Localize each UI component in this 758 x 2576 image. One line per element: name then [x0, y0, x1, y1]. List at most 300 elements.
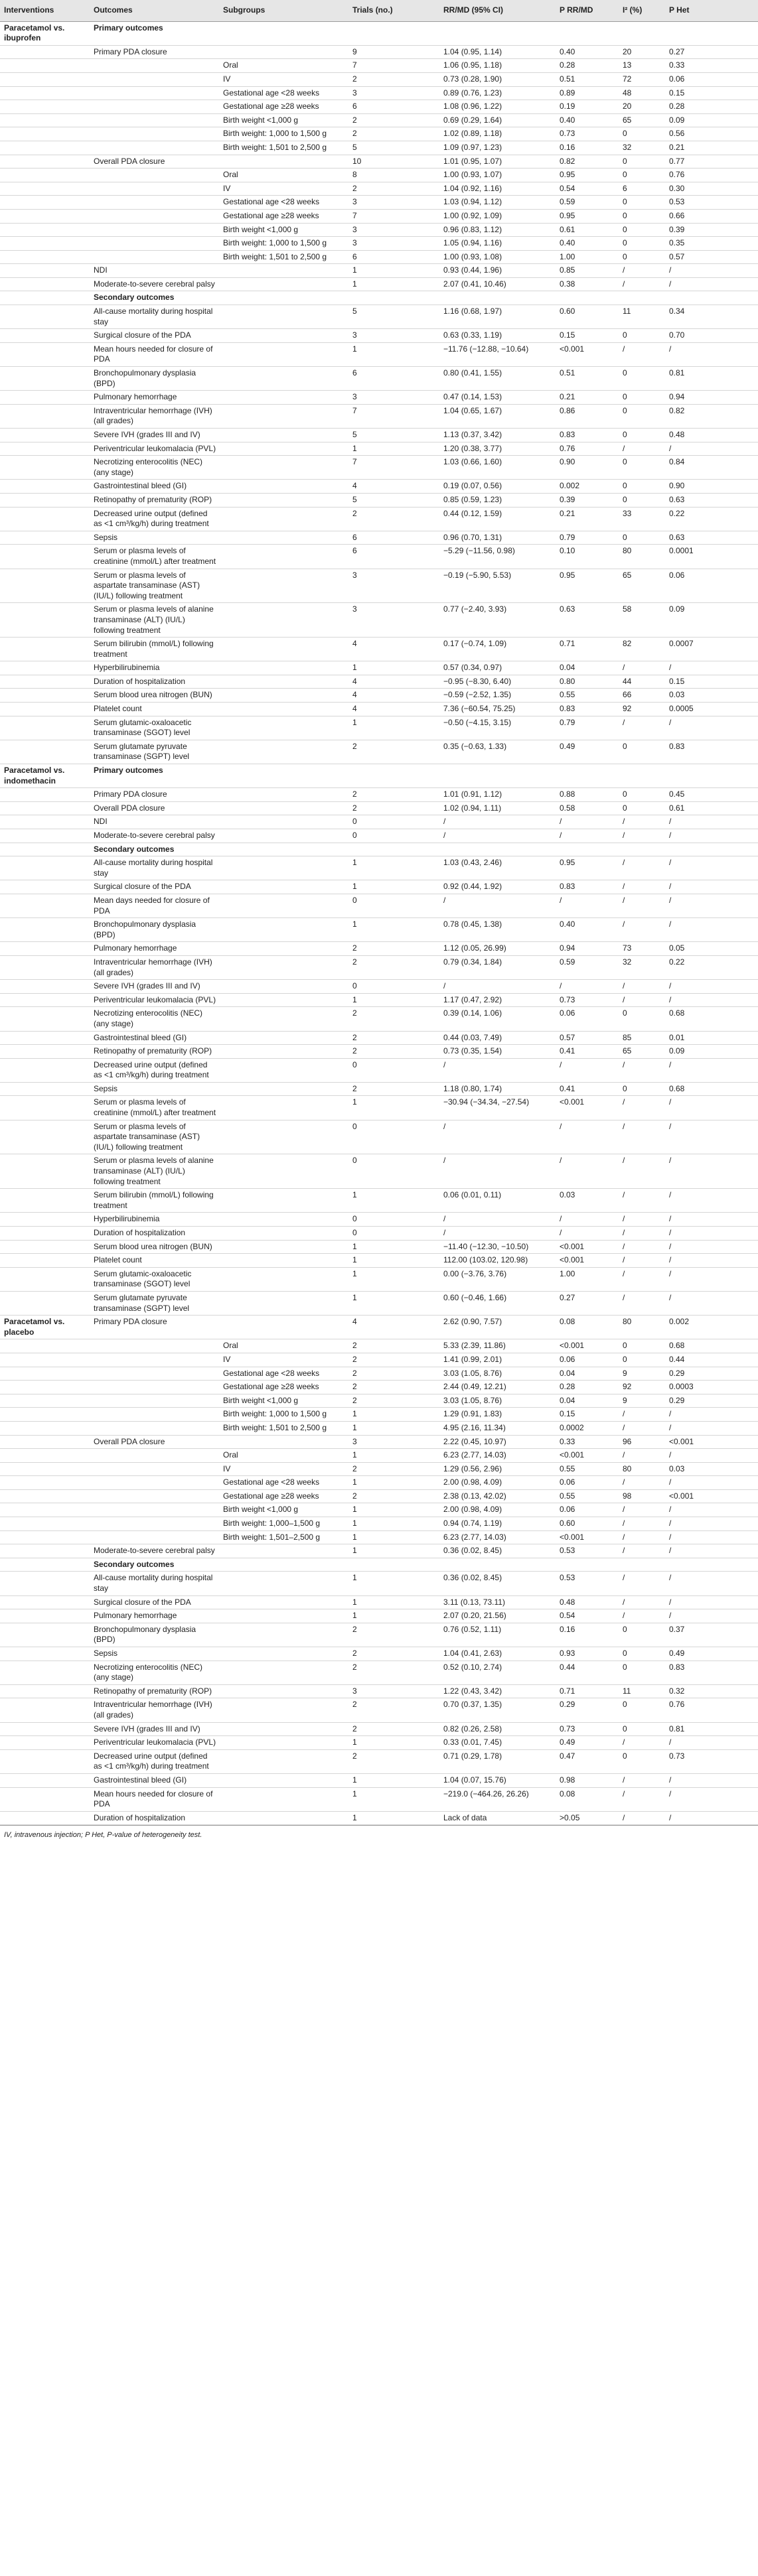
cell-outcome [90, 182, 219, 196]
table-row [0, 689, 758, 703]
cell-p-het: 0.68 [665, 1007, 758, 1031]
cell-p-rrmd: 0.98 [556, 1773, 619, 1787]
cell-intervention [0, 1291, 90, 1315]
cell-subgroup [219, 155, 348, 169]
cell-subgroup [219, 764, 348, 788]
cell-p-rrmd: / [556, 1120, 619, 1154]
cell-p-het: 0.06 [665, 569, 758, 603]
cell-p-rrmd: 0.03 [556, 1189, 619, 1213]
cell-p-rrmd: 0.06 [556, 1503, 619, 1517]
cell-intervention [0, 1082, 90, 1096]
table-row [0, 1722, 758, 1736]
cell-trials: 6 [348, 367, 439, 391]
cell-p-rrmd: 0.63 [556, 603, 619, 638]
cell-trials: 3 [348, 86, 439, 100]
cell-i2: 80 [619, 1316, 665, 1339]
table-row [0, 1476, 758, 1490]
cell-intervention [0, 1254, 90, 1268]
cell-outcome: Serum or plasma levels of creatinine (mmol/L) after treatment [90, 545, 219, 569]
table-row [0, 127, 758, 141]
cell-p-rrmd: 1.00 [556, 250, 619, 264]
table-row [0, 638, 758, 661]
cell-intervention [0, 638, 90, 661]
cell-p-het: / [665, 1291, 758, 1315]
cell-subgroup [219, 1240, 348, 1254]
cell-intervention [0, 169, 90, 182]
cell-trials [348, 291, 439, 305]
cell-p-rrmd: 0.08 [556, 1787, 619, 1811]
cell-p-rrmd: 0.47 [556, 1749, 619, 1773]
cell-trials: 0 [348, 815, 439, 829]
cell-rrmd: 0.39 (0.14, 1.06) [439, 1007, 556, 1031]
cell-i2: 0 [619, 1698, 665, 1722]
cell-rrmd: 2.62 (0.90, 7.57) [439, 1316, 556, 1339]
cell-p-het: 0.83 [665, 740, 758, 764]
cell-p-rrmd: 0.06 [556, 1007, 619, 1031]
cell-trials: 1 [348, 1240, 439, 1254]
cell-intervention [0, 209, 90, 223]
cell-rrmd: 0.89 (0.76, 1.23) [439, 86, 556, 100]
cell-rrmd: 2.07 (0.41, 10.46) [439, 277, 556, 291]
cell-outcome [90, 1394, 219, 1408]
cell-outcome: Pulmonary hemorrhage [90, 391, 219, 405]
cell-trials: 3 [348, 1684, 439, 1698]
table-row [0, 1544, 758, 1558]
cell-outcome [90, 1489, 219, 1503]
cell-rrmd: Lack of data [439, 1811, 556, 1825]
cell-i2: 48 [619, 86, 665, 100]
cell-i2: 65 [619, 569, 665, 603]
cell-p-rrmd: 0.95 [556, 169, 619, 182]
cell-subgroup [219, 829, 348, 843]
cell-trials: 1 [348, 264, 439, 278]
cell-intervention [0, 305, 90, 329]
table-row [0, 1120, 758, 1154]
cell-p-het [665, 764, 758, 788]
cell-outcome: Intraventricular hemorrhage (IVH) (all grades) [90, 1698, 219, 1722]
cell-subgroup [219, 545, 348, 569]
cell-rrmd: 1.41 (0.99, 2.01) [439, 1353, 556, 1367]
cell-subgroup: Gestational age ≥28 weeks [219, 1489, 348, 1503]
cell-trials: 1 [348, 1530, 439, 1544]
cell-subgroup [219, 993, 348, 1007]
cell-rrmd: 0.44 (0.12, 1.59) [439, 507, 556, 531]
cell-subgroup [219, 1031, 348, 1045]
cell-trials: 2 [348, 1661, 439, 1684]
cell-p-rrmd: <0.001 [556, 1240, 619, 1254]
table-row [0, 1189, 758, 1213]
table-row [0, 531, 758, 545]
cell-p-rrmd: 0.04 [556, 661, 619, 675]
cell-intervention [0, 980, 90, 994]
cell-rrmd: 0.85 (0.59, 1.23) [439, 493, 556, 507]
cell-i2: 0 [619, 456, 665, 480]
cell-p-het: 0.94 [665, 391, 758, 405]
cell-i2: 0 [619, 480, 665, 494]
cell-subgroup [219, 1435, 348, 1449]
cell-outcome: Intraventricular hemorrhage (IVH) (all grades) [90, 404, 219, 428]
cell-subgroup [219, 1267, 348, 1291]
cell-i2: 85 [619, 1031, 665, 1045]
cell-subgroup: IV [219, 72, 348, 86]
cell-rrmd [439, 21, 556, 45]
table-row [0, 1045, 758, 1059]
cell-subgroup [219, 305, 348, 329]
cell-p-rrmd: 0.49 [556, 740, 619, 764]
cell-trials: 1 [348, 1503, 439, 1517]
cell-subgroup [219, 1120, 348, 1154]
cell-subgroup [219, 1661, 348, 1684]
table-row [0, 801, 758, 815]
cell-p-rrmd: 0.28 [556, 59, 619, 73]
cell-i2: 65 [619, 113, 665, 127]
cell-p-het: / [665, 1503, 758, 1517]
table-row [0, 72, 758, 86]
cell-subgroup [219, 740, 348, 764]
cell-p-rrmd: 0.29 [556, 1698, 619, 1722]
cell-rrmd: 0.92 (0.44, 1.92) [439, 880, 556, 894]
cell-p-het: / [665, 661, 758, 675]
cell-p-het: 0.32 [665, 1684, 758, 1698]
cell-trials: 1 [348, 1787, 439, 1811]
cell-subgroup: Birth weight: 1,000 to 1,500 g [219, 1408, 348, 1422]
cell-subgroup [219, 1189, 348, 1213]
cell-p-het: / [665, 1227, 758, 1241]
table-row [0, 955, 758, 979]
cell-p-het: 0.57 [665, 250, 758, 264]
cell-p-het: / [665, 442, 758, 456]
cell-subgroup [219, 1595, 348, 1609]
table-row [0, 856, 758, 880]
cell-rrmd: 5.33 (2.39, 11.86) [439, 1339, 556, 1353]
cell-trials: 4 [348, 1316, 439, 1339]
cell-outcome: Surgical closure of the PDA [90, 880, 219, 894]
cell-intervention [0, 1339, 90, 1353]
cell-outcome [90, 1449, 219, 1463]
cell-subgroup: IV [219, 1462, 348, 1476]
cell-intervention [0, 404, 90, 428]
cell-i2: / [619, 1291, 665, 1315]
cell-rrmd: 0.17 (−0.74, 1.09) [439, 638, 556, 661]
cell-trials: 8 [348, 169, 439, 182]
table-row [0, 1503, 758, 1517]
cell-i2: 72 [619, 72, 665, 86]
cell-rrmd: / [439, 1154, 556, 1189]
cell-p-rrmd: 0.44 [556, 1661, 619, 1684]
cell-outcome: Severe IVH (grades III and IV) [90, 1722, 219, 1736]
cell-p-het: 0.03 [665, 1462, 758, 1476]
cell-i2: / [619, 1517, 665, 1531]
cell-subgroup [219, 493, 348, 507]
cell-rrmd: −11.76 (−12.88, −10.64) [439, 342, 556, 366]
header-rrmd: RR/MD (95% CI) [439, 0, 556, 21]
cell-outcome: Retinopathy of prematurity (ROP) [90, 1684, 219, 1698]
cell-p-rrmd [556, 21, 619, 45]
cell-subgroup [219, 342, 348, 366]
cell-p-het: / [665, 1154, 758, 1189]
table-row [0, 1462, 758, 1476]
cell-p-rrmd: 0.33 [556, 1435, 619, 1449]
cell-trials: 5 [348, 305, 439, 329]
cell-p-het: / [665, 1736, 758, 1750]
cell-rrmd: −0.59 (−2.52, 1.35) [439, 689, 556, 703]
cell-i2: 0 [619, 250, 665, 264]
cell-p-het: 0.01 [665, 1031, 758, 1045]
table-row [0, 980, 758, 994]
cell-outcome: Sepsis [90, 1647, 219, 1661]
cell-i2: 0 [619, 429, 665, 442]
table-row [0, 196, 758, 210]
cell-i2: / [619, 1267, 665, 1291]
cell-i2: / [619, 1773, 665, 1787]
cell-p-het [665, 291, 758, 305]
cell-intervention [0, 1031, 90, 1045]
cell-trials: 2 [348, 942, 439, 956]
cell-p-rrmd: / [556, 1154, 619, 1189]
cell-subgroup [219, 1787, 348, 1811]
cell-intervention [0, 196, 90, 210]
cell-p-het: 0.09 [665, 603, 758, 638]
table-row [0, 1339, 758, 1353]
cell-intervention [0, 1661, 90, 1684]
cell-i2: 92 [619, 1381, 665, 1394]
cell-trials: 7 [348, 456, 439, 480]
table-row [0, 1267, 758, 1291]
cell-trials: 1 [348, 918, 439, 942]
cell-i2: 0 [619, 329, 665, 343]
cell-p-het: 0.34 [665, 305, 758, 329]
cell-trials: 1 [348, 277, 439, 291]
cell-intervention [0, 661, 90, 675]
cell-p-rrmd: 0.86 [556, 404, 619, 428]
cell-i2: / [619, 1503, 665, 1517]
cell-p-het: 0.09 [665, 113, 758, 127]
cell-intervention [0, 1154, 90, 1189]
cell-subgroup [219, 1572, 348, 1595]
cell-outcome: Overall PDA closure [90, 1435, 219, 1449]
cell-intervention [0, 1045, 90, 1059]
cell-rrmd: 2.07 (0.20, 21.56) [439, 1609, 556, 1623]
cell-rrmd: 1.04 (0.41, 2.63) [439, 1647, 556, 1661]
cell-outcome: Serum blood urea nitrogen (BUN) [90, 689, 219, 703]
cell-rrmd: 0.71 (0.29, 1.78) [439, 1749, 556, 1773]
cell-intervention [0, 1736, 90, 1750]
cell-p-rrmd [556, 764, 619, 788]
cell-rrmd: 0.57 (0.34, 0.97) [439, 661, 556, 675]
cell-outcome: Bronchopulmonary dysplasia (BPD) [90, 1623, 219, 1647]
cell-p-rrmd: 0.41 [556, 1045, 619, 1059]
cell-p-het: 0.63 [665, 531, 758, 545]
cell-outcome [90, 1476, 219, 1490]
cell-trials: 1 [348, 1254, 439, 1268]
cell-i2: / [619, 264, 665, 278]
cell-intervention [0, 689, 90, 703]
cell-intervention [0, 1558, 90, 1572]
cell-rrmd: / [439, 1227, 556, 1241]
cell-trials: 7 [348, 404, 439, 428]
table-row [0, 829, 758, 843]
cell-subgroup [219, 1811, 348, 1825]
cell-rrmd: 0.47 (0.14, 1.53) [439, 391, 556, 405]
cell-rrmd: 1.18 (0.80, 1.74) [439, 1082, 556, 1096]
cell-trials: 2 [348, 1045, 439, 1059]
cell-rrmd: 3.03 (1.05, 8.76) [439, 1367, 556, 1381]
cell-outcome: Hyperbilirubinemia [90, 661, 219, 675]
cell-p-rrmd: 0.93 [556, 1647, 619, 1661]
cell-subgroup [219, 429, 348, 442]
cell-p-het: 0.15 [665, 675, 758, 689]
cell-outcome: Decreased urine output (defined as <1 cm³/kg/h) during treatment [90, 1749, 219, 1773]
cell-trials: 2 [348, 1647, 439, 1661]
cell-trials: 5 [348, 141, 439, 155]
cell-trials: 2 [348, 1394, 439, 1408]
cell-intervention [0, 59, 90, 73]
cell-intervention [0, 1489, 90, 1503]
cell-intervention [0, 1267, 90, 1291]
table-row [0, 480, 758, 494]
cell-rrmd: 0.76 (0.52, 1.11) [439, 1623, 556, 1647]
cell-p-rrmd: 0.49 [556, 1736, 619, 1750]
table-row [0, 815, 758, 829]
cell-p-het: 0.22 [665, 955, 758, 979]
cell-i2: / [619, 716, 665, 740]
cell-rrmd: 0.69 (0.29, 1.64) [439, 113, 556, 127]
cell-p-rrmd: 0.73 [556, 1722, 619, 1736]
cell-trials: 1 [348, 1449, 439, 1463]
cell-intervention [0, 1227, 90, 1241]
cell-outcome: Moderate-to-severe cerebral palsy [90, 277, 219, 291]
header-p-het: P Het [665, 0, 758, 21]
cell-p-rrmd: <0.001 [556, 1530, 619, 1544]
table-row [0, 1394, 758, 1408]
cell-i2: 0 [619, 1647, 665, 1661]
cell-outcome: Pulmonary hemorrhage [90, 1609, 219, 1623]
cell-i2: 73 [619, 942, 665, 956]
table-row [0, 1316, 758, 1339]
cell-intervention [0, 1120, 90, 1154]
cell-outcome: Gastrointestinal bleed (GI) [90, 1773, 219, 1787]
table-row [0, 1408, 758, 1422]
cell-rrmd: 1.05 (0.94, 1.16) [439, 237, 556, 251]
table-row [0, 391, 758, 405]
header-i2: I² (%) [619, 0, 665, 21]
cell-i2: 65 [619, 1045, 665, 1059]
cell-outcome [90, 209, 219, 223]
cell-outcome: Necrotizing enterocolitis (NEC) (any stage) [90, 456, 219, 480]
cell-rrmd: 0.06 (0.01, 0.11) [439, 1189, 556, 1213]
cell-p-het: 0.33 [665, 59, 758, 73]
cell-p-rrmd: 0.40 [556, 113, 619, 127]
cell-subgroup [219, 1045, 348, 1059]
cell-trials: 3 [348, 196, 439, 210]
cell-subgroup [219, 815, 348, 829]
table-row [0, 1749, 758, 1773]
cell-trials [348, 843, 439, 856]
cell-i2: / [619, 1476, 665, 1490]
cell-trials: 0 [348, 1227, 439, 1241]
cell-outcome: Periventricular leukomalacia (PVL) [90, 993, 219, 1007]
cell-trials: 1 [348, 1609, 439, 1623]
table-row [0, 45, 758, 59]
cell-rrmd: 0.36 (0.02, 8.45) [439, 1572, 556, 1595]
cell-p-rrmd: / [556, 1227, 619, 1241]
cell-trials: 2 [348, 1031, 439, 1045]
table-row [0, 1227, 758, 1241]
table-row [0, 1489, 758, 1503]
cell-subgroup [219, 569, 348, 603]
cell-trials: 1 [348, 1811, 439, 1825]
table-row [0, 1240, 758, 1254]
cell-i2 [619, 21, 665, 45]
cell-rrmd: 1.09 (0.97, 1.23) [439, 141, 556, 155]
cell-outcome [90, 86, 219, 100]
cell-rrmd: 1.01 (0.95, 1.07) [439, 155, 556, 169]
cell-i2: / [619, 1787, 665, 1811]
cell-p-het: 0.76 [665, 1698, 758, 1722]
cell-i2: 0 [619, 155, 665, 169]
cell-i2: / [619, 1530, 665, 1544]
cell-subgroup [219, 1749, 348, 1773]
cell-rrmd: 0.77 (−2.40, 3.93) [439, 603, 556, 638]
cell-rrmd: 1.12 (0.05, 26.99) [439, 942, 556, 956]
cell-outcome: Serum or plasma levels of aspartate transaminase (AST) (IU/L) following treatment [90, 1120, 219, 1154]
cell-p-rrmd: 0.54 [556, 182, 619, 196]
table-row [0, 456, 758, 480]
cell-outcome: Sepsis [90, 531, 219, 545]
cell-trials: 1 [348, 993, 439, 1007]
cell-intervention [0, 1698, 90, 1722]
cell-subgroup: Birth weight: 1,501 to 2,500 g [219, 141, 348, 155]
cell-trials: 7 [348, 209, 439, 223]
table-row [0, 1007, 758, 1031]
cell-intervention [0, 113, 90, 127]
cell-trials: 2 [348, 507, 439, 531]
cell-p-rrmd: 0.55 [556, 689, 619, 703]
cell-i2: 0 [619, 1749, 665, 1773]
cell-rrmd: 1.04 (0.95, 1.14) [439, 45, 556, 59]
cell-i2: / [619, 1058, 665, 1082]
cell-outcome: Secondary outcomes [90, 843, 219, 856]
cell-intervention [0, 569, 90, 603]
cell-rrmd: 1.17 (0.47, 2.92) [439, 993, 556, 1007]
cell-p-het: 0.81 [665, 1722, 758, 1736]
cell-p-rrmd: <0.001 [556, 1449, 619, 1463]
cell-p-het: / [665, 1773, 758, 1787]
cell-rrmd: 3.03 (1.05, 8.76) [439, 1394, 556, 1408]
cell-p-rrmd: <0.001 [556, 1339, 619, 1353]
table-row [0, 764, 758, 788]
cell-p-het: 0.0005 [665, 703, 758, 716]
header-trials: Trials (no.) [348, 0, 439, 21]
cell-outcome: Severe IVH (grades III and IV) [90, 429, 219, 442]
cell-rrmd: 6.23 (2.77, 14.03) [439, 1449, 556, 1463]
cell-i2: 11 [619, 305, 665, 329]
table-footnote: IV, intravenous injection; P Het, P-value of heterogeneity test. [0, 1825, 758, 1844]
table-row [0, 661, 758, 675]
cell-i2: / [619, 880, 665, 894]
cell-intervention [0, 993, 90, 1007]
cell-i2: 0 [619, 740, 665, 764]
cell-outcome: All-cause mortality during hospital stay [90, 1572, 219, 1595]
cell-i2: / [619, 1421, 665, 1435]
cell-outcome: Primary PDA closure [90, 788, 219, 802]
cell-rrmd: 1.20 (0.38, 3.77) [439, 442, 556, 456]
cell-outcome: Serum or plasma levels of creatinine (mmol/L) after treatment [90, 1096, 219, 1120]
cell-rrmd: 1.16 (0.68, 1.97) [439, 305, 556, 329]
cell-intervention [0, 223, 90, 237]
cell-p-het: 0.15 [665, 86, 758, 100]
cell-p-rrmd: 0.16 [556, 1623, 619, 1647]
